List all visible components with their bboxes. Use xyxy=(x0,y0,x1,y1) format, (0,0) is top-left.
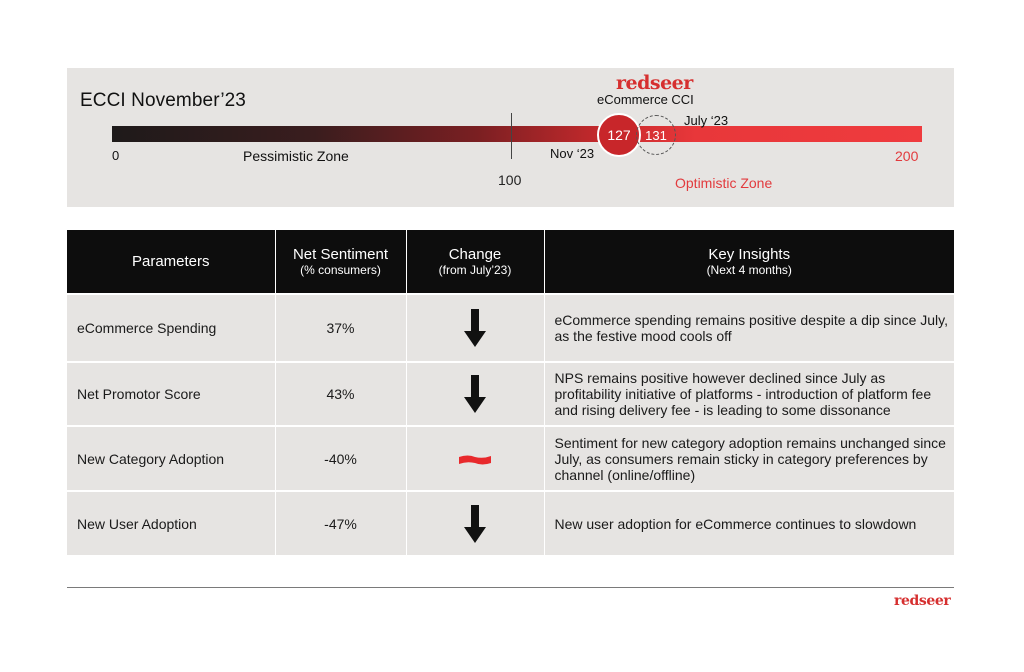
row-net-sentiment: -47% xyxy=(275,491,406,555)
row-change xyxy=(406,362,544,426)
header-change-sub: (from July’23) xyxy=(438,262,512,277)
ecci-gauge-panel xyxy=(67,68,954,207)
scale-min-label: 0 xyxy=(112,148,120,163)
header-insights-label: Key Insights xyxy=(708,245,791,263)
cci-label: eCommerce CCI xyxy=(597,92,694,107)
row-insight: eCommerce spending remains positive despite a dip since July, as the festive mood cools off xyxy=(544,294,954,362)
row-insight: New user adoption for eCommerce continues to slowdown xyxy=(544,491,954,555)
header-net-sentiment-sub: (% consumers) xyxy=(300,262,381,277)
header-change xyxy=(406,230,544,294)
header-insights xyxy=(544,230,954,294)
row-net-sentiment: -40% xyxy=(275,426,406,491)
table-row xyxy=(67,294,954,362)
row-parameter: Net Promotor Score xyxy=(67,362,275,426)
footer-divider xyxy=(67,587,954,588)
previous-value-marker xyxy=(636,115,676,155)
table-row xyxy=(67,491,954,555)
down-arrow-icon xyxy=(464,309,486,347)
header-parameters xyxy=(67,230,275,294)
table-row xyxy=(67,362,954,426)
scale-max-label: 200 xyxy=(895,148,919,164)
header-change-label: Change xyxy=(448,245,502,263)
down-arrow-icon xyxy=(464,375,486,413)
midpoint-tick xyxy=(511,113,512,159)
header-parameters-label: Parameters xyxy=(131,253,210,270)
scale-mid-label: 100 xyxy=(498,172,522,188)
row-insight: NPS remains positive however declined since July as profitability initiative of platforms - introduction of platform fee and rising delivery fee - is leading to some dissonance xyxy=(544,362,954,426)
row-parameter: eCommerce Spending xyxy=(67,294,275,362)
gauge-title: ECCI November’23 xyxy=(80,90,246,111)
current-period-label: Nov ‘23 xyxy=(550,146,595,161)
current-value-marker xyxy=(597,113,641,157)
row-net-sentiment: 37% xyxy=(275,294,406,362)
previous-period-label: July ‘23 xyxy=(684,113,729,128)
row-net-sentiment: 43% xyxy=(275,362,406,426)
row-change xyxy=(406,426,544,491)
row-parameter: New Category Adoption xyxy=(67,426,275,491)
sentiment-gradient-bar xyxy=(112,126,922,142)
previous-value: 131 xyxy=(645,127,667,143)
header-insights-sub: (Next 4 months) xyxy=(706,262,792,277)
table-header-row xyxy=(67,230,954,294)
footer-redseer-logo: redseer xyxy=(894,593,951,609)
header-net-sentiment xyxy=(275,230,406,294)
row-change xyxy=(406,294,544,362)
flat-dash-icon xyxy=(458,454,492,466)
pessimistic-zone-label: Pessimistic Zone xyxy=(243,148,349,164)
redseer-logo: redseer xyxy=(616,72,693,94)
down-arrow-icon xyxy=(464,505,486,543)
sentiment-table xyxy=(67,230,954,555)
row-insight: Sentiment for new category adoption remains unchanged since July, as consumers remain sticky in category preferences by channel (online/offline) xyxy=(544,426,954,491)
current-value: 127 xyxy=(607,127,631,143)
header-net-sentiment-label: Net Sentiment xyxy=(292,245,389,263)
row-parameter: New User Adoption xyxy=(67,491,275,555)
row-change xyxy=(406,491,544,555)
optimistic-zone-label: Optimistic Zone xyxy=(675,175,773,191)
table-row xyxy=(67,426,954,491)
